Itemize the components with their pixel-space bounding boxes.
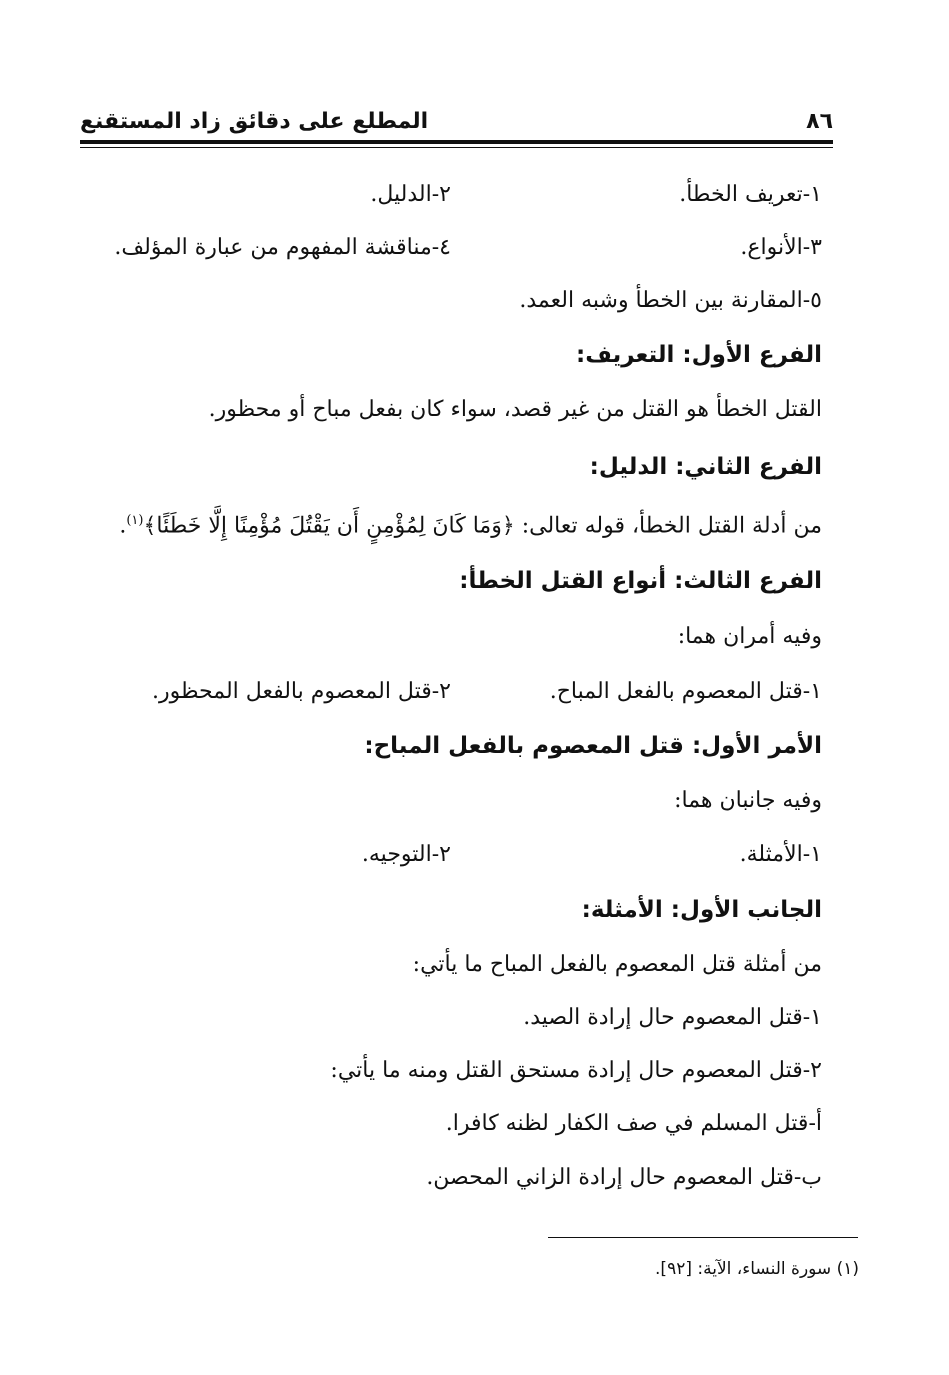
page-number: ٨٦ bbox=[806, 109, 833, 134]
matter1-item-2: ٢-التوجيه. bbox=[361, 842, 451, 867]
outline-item-1: ١-تعريف الخطأ. bbox=[679, 182, 822, 207]
header-rule-thick bbox=[80, 140, 833, 144]
outline-item-3: ٣-الأنواع. bbox=[740, 235, 822, 260]
section2-text-body: من أدلة القتل الخطأ، قوله تعالى: ﴿وَمَا كَانَ لِمُؤْمِنٍ أَن يَقْتُلَ مُؤْمِنًا إِلَّا خَطَئًا﴾ bbox=[143, 513, 822, 539]
footnote-ref: (١) bbox=[126, 513, 144, 528]
aspect1-example-2: ٢-قتل المعصوم حال إرادة مستحق القتل ومنه ما يأتي: bbox=[330, 1058, 822, 1083]
section2-text-end: . bbox=[119, 513, 127, 539]
matter1-intro: وفيه جانبان هما: bbox=[674, 788, 822, 813]
header-rule-thin bbox=[80, 147, 833, 148]
matter1-heading: الأمر الأول: قتل المعصوم بالفعل المباح: bbox=[364, 733, 822, 759]
outline-item-4: ٤-مناقشة المفهوم من عبارة المؤلف. bbox=[114, 235, 451, 260]
aspect1-heading: الجانب الأول: الأمثلة: bbox=[581, 897, 822, 923]
outline-item-2: ٢-الدليل. bbox=[370, 182, 451, 207]
section3-heading: الفرع الثالث: أنواع القتل الخطأ: bbox=[459, 568, 822, 594]
aspect1-example-2a: أ-قتل المسلم في صف الكفار لظنه كافرا. bbox=[445, 1111, 822, 1136]
page-header bbox=[80, 100, 833, 134]
section2-heading: الفرع الثاني: الدليل: bbox=[589, 454, 822, 480]
section2-text bbox=[119, 506, 822, 541]
section3-item-2: ٢-قتل المعصوم بالفعل المحظور. bbox=[152, 679, 451, 704]
footnote-rule bbox=[548, 1237, 858, 1238]
section1-heading: الفرع الأول: التعريف: bbox=[576, 342, 822, 368]
matter1-item-1: ١-الأمثلة. bbox=[739, 842, 822, 867]
section3-item-1: ١-قتل المعصوم بالفعل المباح. bbox=[549, 679, 822, 704]
outline-item-5: ٥-المقارنة بين الخطأ وشبه العمد. bbox=[519, 288, 822, 313]
aspect1-example-2b: ب-قتل المعصوم حال إرادة الزاني المحصن. bbox=[426, 1165, 822, 1190]
aspect1-example-1: ١-قتل المعصوم حال إرادة الصيد. bbox=[523, 1005, 822, 1030]
footnote-text: (١) سورة النساء، الآية: [٩٢]. bbox=[655, 1259, 859, 1279]
section3-intro: وفيه أمران هما: bbox=[677, 624, 822, 649]
section1-text: القتل الخطأ هو القتل من غير قصد، سواء كان بفعل مباح أو محظور. bbox=[208, 397, 822, 422]
book-title: المطلع على دقائق زاد المستقنع bbox=[80, 109, 429, 134]
aspect1-intro: من أمثلة قتل المعصوم بالفعل المباح ما يأتي: bbox=[412, 952, 822, 977]
